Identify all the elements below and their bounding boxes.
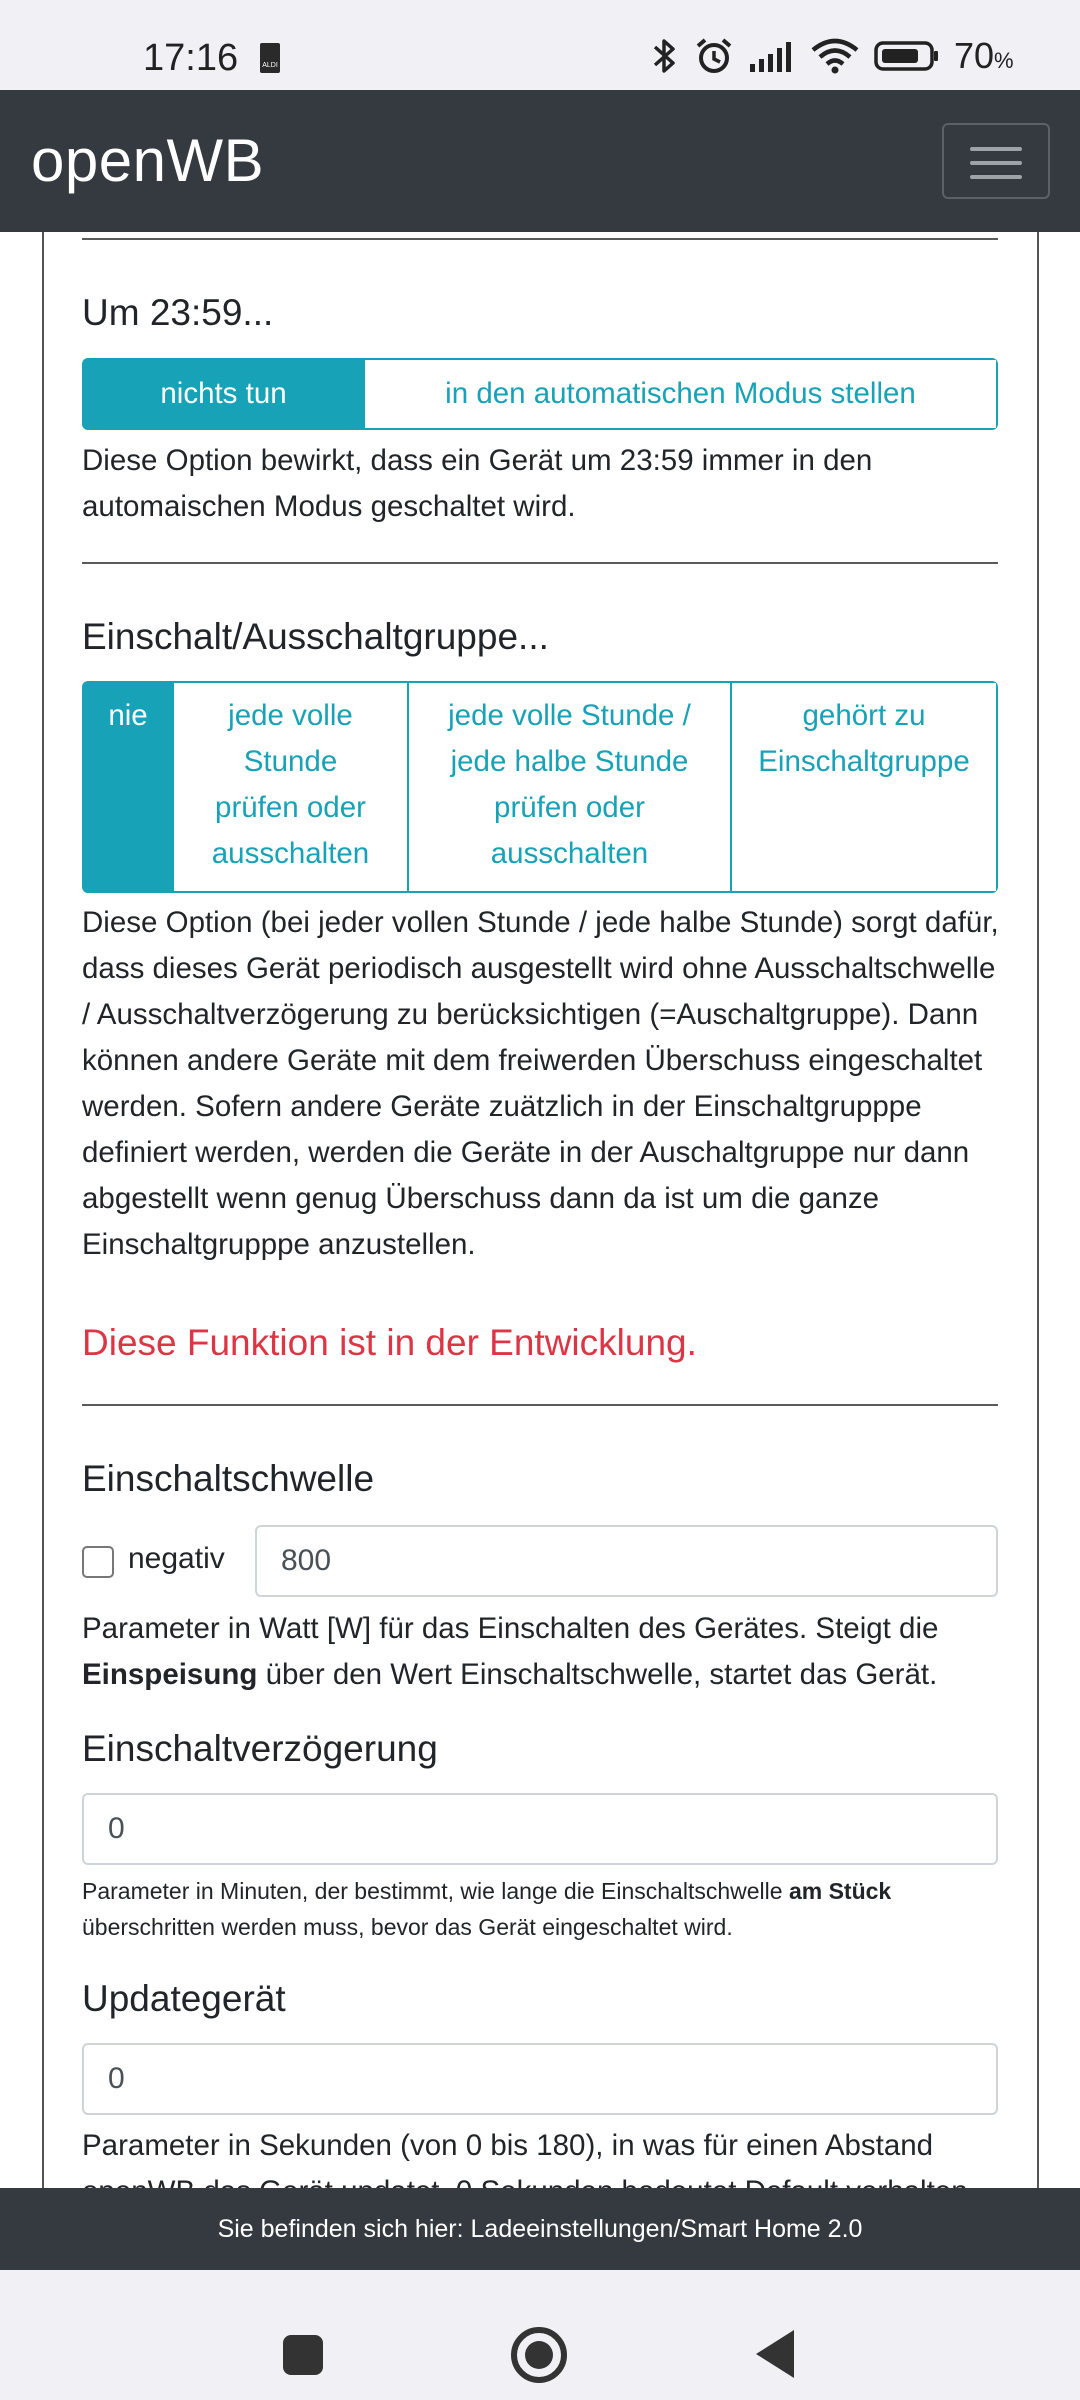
midnight-option-auto-button[interactable]: in den automatischen Modus stellen — [363, 360, 996, 428]
group-option-hourly-button[interactable]: jede volle Stunde prüfen oder ausschalten — [172, 683, 407, 891]
alarm-icon — [694, 36, 734, 76]
divider — [82, 562, 998, 564]
threshold-heading: Einschaltschwelle — [82, 1458, 375, 1499]
signal-icon — [748, 36, 796, 76]
midnight-option-group — [82, 358, 998, 430]
update-heading: Updategerät — [82, 1978, 286, 2019]
status-time: 17:16 — [143, 37, 239, 79]
back-icon[interactable] — [756, 2330, 794, 2378]
carrier-badge-icon: ALDI — [260, 43, 280, 73]
group-option-never-button[interactable]: nie — [84, 683, 172, 891]
group-option-halfhourly-button[interactable]: jede volle Stunde / jede halbe Stunde prüfen oder ausschalten — [407, 683, 730, 891]
midnight-heading: Um 23:59... — [82, 292, 274, 333]
wifi-icon — [810, 36, 860, 76]
delay-help: Parameter in Minuten, der bestimmt, wie lange die Einschaltschwelle am Stück überschritten werden muss, bevor das Gerät eingeschaltet wird. — [82, 1878, 892, 1940]
brand-title[interactable]: openWB — [31, 127, 265, 194]
menu-toggle-button[interactable] — [942, 123, 1050, 199]
top-navbar — [0, 90, 1080, 232]
negative-checkbox-label: negativ — [128, 1542, 225, 1575]
group-option-member-button[interactable]: gehört zu Einschaltgruppe — [730, 683, 996, 891]
divider — [82, 1404, 998, 1406]
location-footer: Sie befinden sich hier: Ladeeinstellungen/Smart Home 2.0 — [0, 2188, 1080, 2270]
delay-input[interactable]: 0 — [82, 1793, 998, 1865]
battery-percentage: 70% — [954, 35, 1014, 76]
hamburger-icon — [970, 147, 1022, 151]
group-option-group — [82, 681, 998, 893]
settings-content — [0, 232, 1080, 2188]
group-heading: Einschalt/Ausschaltgruppe... — [82, 616, 549, 657]
development-warning: Diese Funktion ist in der Entwicklung. — [82, 1322, 697, 1363]
midnight-description: Diese Option bewirkt, dass ein Gerät um 23:59 immer in den automaischen Modus geschaltet wird. — [82, 444, 873, 523]
threshold-help: Parameter in Watt [W] für das Einschalten des Gerätes. Steigt die Einspeisung über den Wert Einschaltschwelle, startet das Gerät. — [82, 1612, 939, 1691]
threshold-input[interactable]: 800 — [255, 1525, 998, 1597]
status-bar — [0, 0, 1080, 90]
bluetooth-icon — [650, 36, 680, 76]
negative-checkbox[interactable] — [82, 1546, 114, 1578]
divider — [82, 238, 998, 240]
recents-icon[interactable] — [283, 2335, 323, 2375]
update-help: Parameter in Sekunden (von 0 bis 180), in was für einen Abstand — [82, 2129, 934, 2162]
group-description: Diese Option (bei jeder vollen Stunde / jede halbe Stunde) sorgt dafür, dass dieses Gerät periodisch ausgestellt wird ohne Ausschaltschwelle / Ausschaltverzögerung zu berücksichtigen (=Auschaltgruppe). Dann können andere Geräte mit dem freiwerden Überschuss eingeschaltet werden. Sofern andere Geräte zuätzlich in der Einschaltgrupppe definiert werden, werden die Geräte in der Auschaltgruppe nur dann abgestellt wenn genug Überschuss dann da ist um die ganze Einschaltgrupppe anzustellen. — [82, 906, 999, 1261]
update-input[interactable]: 0 — [82, 2043, 998, 2115]
home-icon[interactable] — [511, 2327, 567, 2383]
midnight-option-nothing-button[interactable]: nichts tun — [84, 360, 363, 428]
android-navigation-bar — [0, 2270, 1080, 2400]
battery-icon — [874, 36, 940, 76]
delay-heading: Einschaltverzögerung — [82, 1728, 438, 1769]
